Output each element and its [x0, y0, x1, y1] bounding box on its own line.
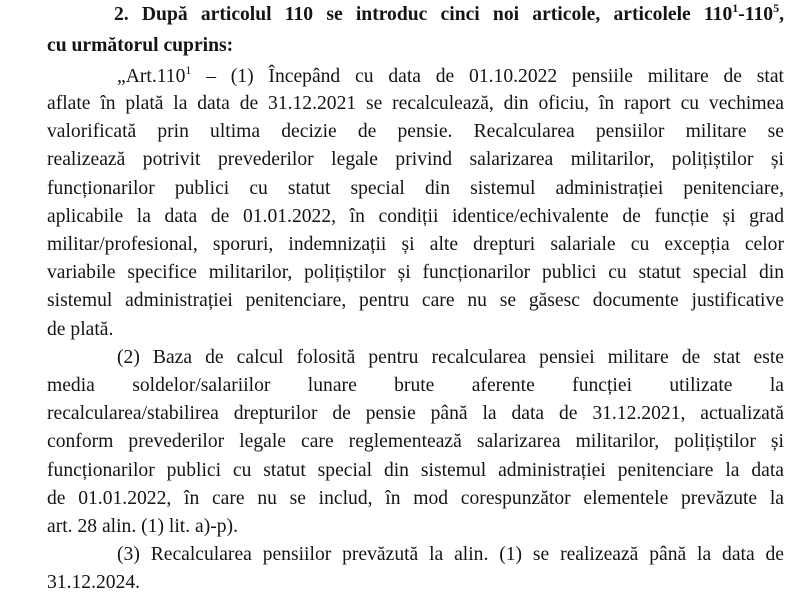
- superscript: 1: [185, 63, 192, 77]
- paragraph-2-line: conform prevederilor legale care reglementează salarizarea militarilor, polițiștilor și: [47, 431, 784, 452]
- heading-text: ,: [779, 4, 784, 25]
- paragraph-1-line: militar/profesional, sporuri, indemnizații și alte drepturi salariale cu excepția celor: [47, 234, 784, 255]
- paragraph-1-line: sistemul administrației penitenciare, pentru care nu se găsesc documente justificative: [47, 290, 784, 311]
- paragraph-2-line: de 01.01.2022, în care nu se includ, în mod corespunzător elementele prevăzute la: [47, 488, 784, 509]
- article-intro-line: [117, 63, 784, 90]
- superscript: 5: [773, 1, 780, 15]
- paragraph-2-line: recalcularea/stabilirea drepturilor de pensie până la data de 31.12.2021, actualizată: [47, 403, 784, 424]
- article-label: „Art.110: [117, 66, 186, 87]
- paragraph-1-line: de plată.: [47, 319, 114, 340]
- heading-line-2: cu următorul cuprins:: [47, 35, 234, 56]
- paragraph-2-line: art. 28 alin. (1) lit. a)-p).: [47, 516, 238, 537]
- paragraph-1-line: funcționarilor publici cu statut special din sistemul administrației penitenciare,: [47, 178, 784, 199]
- paragraph-1-line: valorificată prin ultima decizie de pensie. Recalcularea pensiilor militare se: [47, 121, 784, 142]
- article-intro-text: – (1) Începând cu data de 01.10.2022 pensiile militare de stat: [191, 66, 784, 87]
- paragraph-2-line: (2) Baza de calcul folosită pentru recalcularea pensiei militare de stat este: [117, 347, 784, 368]
- paragraph-3-line: (3) Recalcularea pensiilor prevăzută la alin. (1) se realizează până la data de: [117, 544, 784, 565]
- heading-text: 2. După articolul 110 se introduc cinci noi articole, articolele 110: [114, 4, 733, 25]
- heading-text: -110: [738, 4, 774, 25]
- paragraph-2-line: funcționarilor publici cu statut special din sistemul administrației penitenciare la data: [47, 460, 784, 481]
- superscript: 1: [732, 1, 739, 15]
- paragraph-1-line: aflate în plată la data de 31.12.2021 se recalculează, din oficiu, în raport cu vechimea: [47, 93, 784, 114]
- paragraph-1-line: aplicabile la data de 01.01.2022, în condiții identice/echivalente de funcție și grad: [47, 206, 784, 227]
- paragraph-2-line: media soldelor/salariilor lunare brute aferente funcției utilizate la: [47, 375, 784, 396]
- paragraph-1-line: realizează potrivit prevederilor legale privind salarizarea militarilor, polițiștilor și: [47, 149, 784, 170]
- heading-line-1: [114, 1, 784, 28]
- paragraph-3-line: 31.12.2024.: [47, 572, 141, 593]
- paragraph-1-line: variabile specifice militarilor, polițiștilor și funcționarilor publici cu statut special din: [47, 262, 784, 283]
